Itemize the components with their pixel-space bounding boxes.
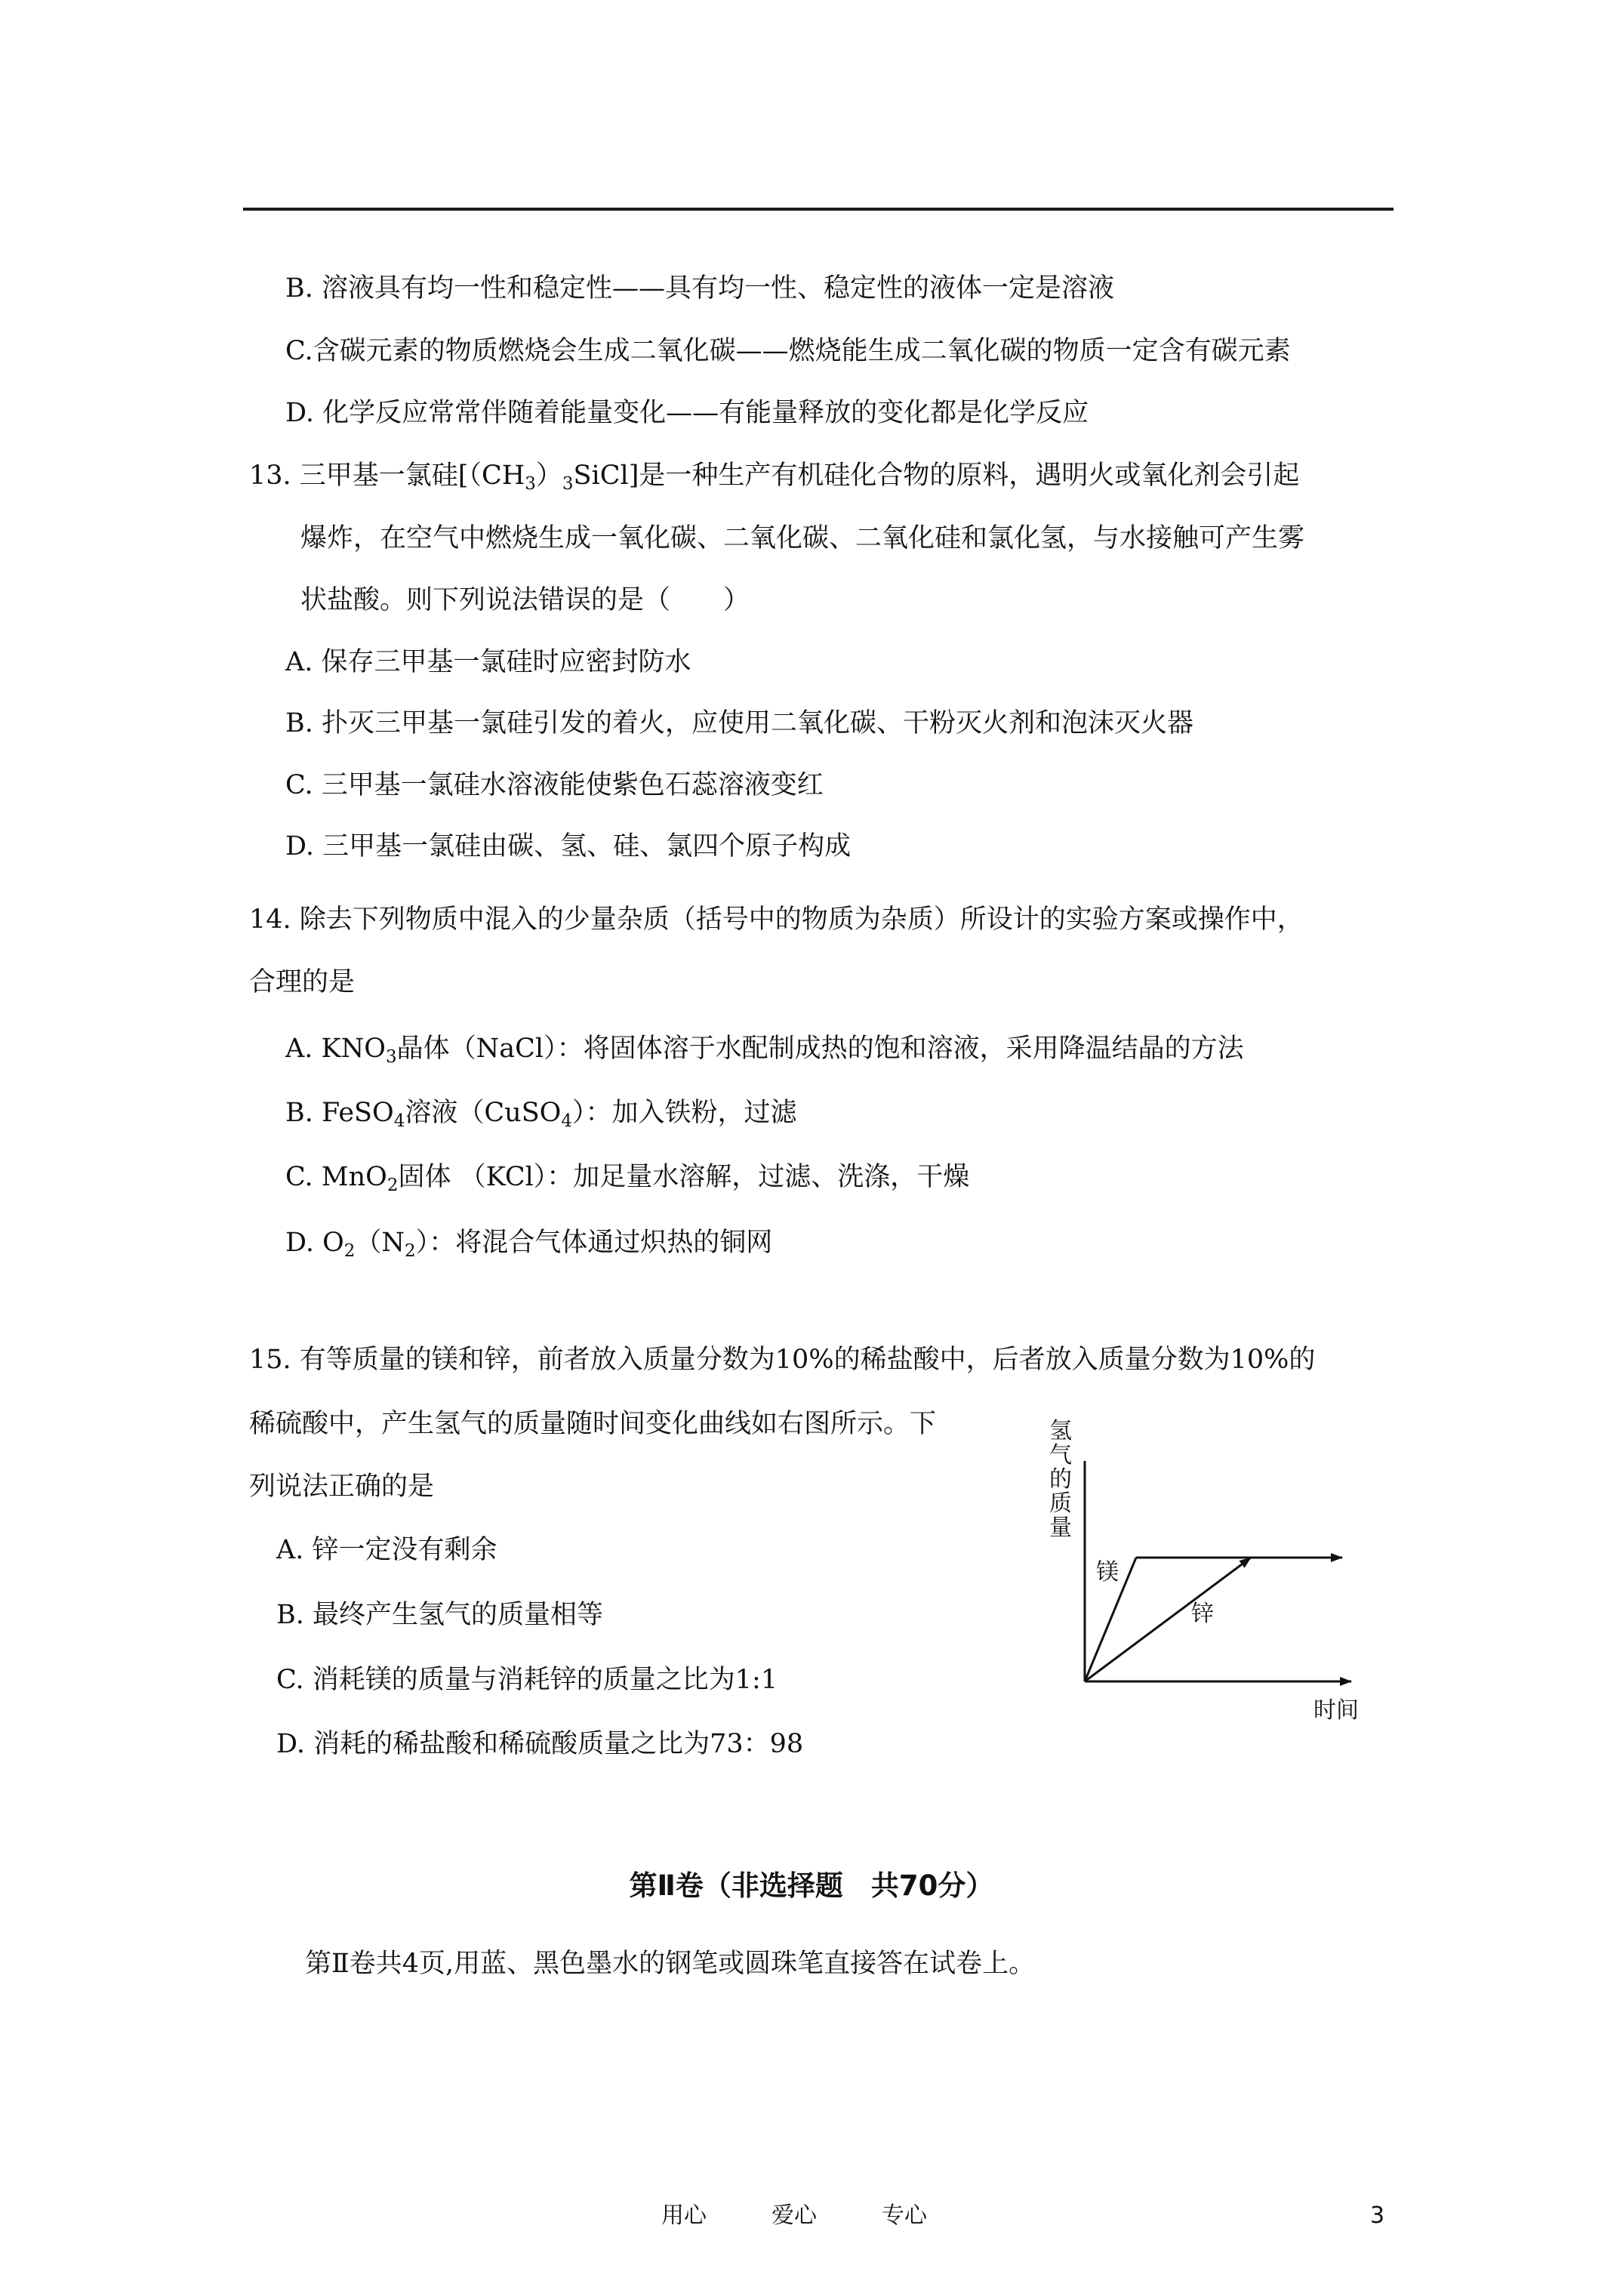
q14-option-b: B. FeSO$_4$溶液（CuSO$_4$）：加入铁粉，过滤 bbox=[285, 1098, 797, 1131]
x-axis-label: 时间 bbox=[1313, 1697, 1359, 1724]
q15-option-c: C. 消耗镁的质量与消耗锌的质量之比为1:1 bbox=[276, 1665, 778, 1695]
q12-option-b: B. 溶液具有均一性和稳定性——具有均一性、稳定性的液体一定是溶液 bbox=[285, 273, 1114, 304]
q14-option-d: D. $O_2(N_2)$：将混合气体通过炽热的铜网 bbox=[285, 1228, 773, 1261]
mg-label: 镁 bbox=[1096, 1559, 1119, 1586]
section-title: 第Ⅱ卷（非选择题 共70分） bbox=[629, 1869, 994, 1902]
q14-option-c: C. MnO$_2$固体 （KCl）：加足量水溶解，过滤、洗涤，干燥 bbox=[285, 1162, 970, 1195]
q13-option-d: D. 三甲基一氯硅由碳、氢、硅、氯四个原子构成 bbox=[285, 831, 852, 861]
q15-stem-line3: 列说法正确的是 bbox=[249, 1472, 435, 1502]
y-label-char-3: 的 bbox=[1049, 1466, 1072, 1493]
y-label-char-5: 量 bbox=[1049, 1515, 1072, 1541]
q15-option-a: A. 锌一定没有剩余 bbox=[276, 1535, 497, 1565]
graph-svg bbox=[1042, 1416, 1374, 1733]
q12-option-d: D. 化学反应常常伴随着能量变化——有能量释放的变化都是化学反应 bbox=[285, 398, 1089, 428]
header-rule bbox=[243, 208, 1394, 211]
q12-option-c: C.含碳元素的物质燃烧会生成二氧化碳——燃烧能生成二氧化碳的物质一定含有碳元素 bbox=[285, 336, 1291, 366]
q14-stem-line2: 合理的是 bbox=[249, 967, 356, 997]
q13-option-a: A. 保存三甲基一氯硅时应密封防水 bbox=[285, 647, 691, 677]
hydrogen-mass-graph bbox=[1042, 1416, 1374, 1733]
q15-option-d: D. 消耗的稀盐酸和稀硫酸质量之比为73：98 bbox=[276, 1729, 804, 1759]
q14-stem-line1: 14. 除去下列物质中混入的少量杂质（括号中的物质为杂质）所设计的实验方案或操作中， bbox=[249, 905, 1304, 935]
q13-stem-line3: 状盐酸。则下列说法错误的是（ ） bbox=[300, 585, 750, 615]
q13-option-c: C. 三甲基一氯硅水溶液能使紫色石蕊溶液变红 bbox=[285, 770, 824, 800]
q13-option-b: B. 扑灭三甲基一氯硅引发的着火，应使用二氧化碳、干粉灭火剂和泡沫灭火器 bbox=[285, 708, 1193, 738]
footer-word-2: 爱心 bbox=[771, 2202, 817, 2229]
y-label-char-2: 气 bbox=[1049, 1442, 1072, 1469]
footer-word-3: 专心 bbox=[882, 2202, 927, 2229]
y-label-char-4: 质 bbox=[1049, 1490, 1072, 1517]
q15-stem-line2: 稀硫酸中，产生氢气的质量随时间变化曲线如右图所示。下 bbox=[249, 1409, 937, 1439]
q15-option-b: B. 最终产生氢气的质量相等 bbox=[276, 1600, 603, 1630]
zn-label: 锌 bbox=[1191, 1601, 1214, 1627]
page-number: 3 bbox=[1370, 2202, 1385, 2229]
y-label-char-1: 氢 bbox=[1049, 1418, 1072, 1444]
footer-word-1: 用心 bbox=[661, 2202, 707, 2229]
q15-stem-line1: 15. 有等质量的镁和锌，前者放入质量分数为10%的稀盐酸中，后者放入质量分数为10%的 bbox=[249, 1345, 1316, 1375]
q14-option-a: A. $KNO_3$晶体（NaCl）：将固体溶于水配制成热的饱和溶液，采用降温结晶的方法 bbox=[285, 1034, 1244, 1067]
section-instruction: 第Ⅱ卷共4页,用蓝、黑色墨水的钢笔或圆珠笔直接答在试卷上。 bbox=[305, 1949, 1036, 1979]
q13-stem-line2: 爆炸，在空气中燃烧生成一氧化碳、二氧化碳、二氧化硅和氯化氢，与水接触可产生雾 bbox=[300, 523, 1305, 553]
q13-stem-line1: 13. 三甲基一氯硅$[(CH_3)_3SiCl]$是一种生产有机硅化合物的原料，遇明火或氧化剂会引起 bbox=[249, 461, 1300, 494]
